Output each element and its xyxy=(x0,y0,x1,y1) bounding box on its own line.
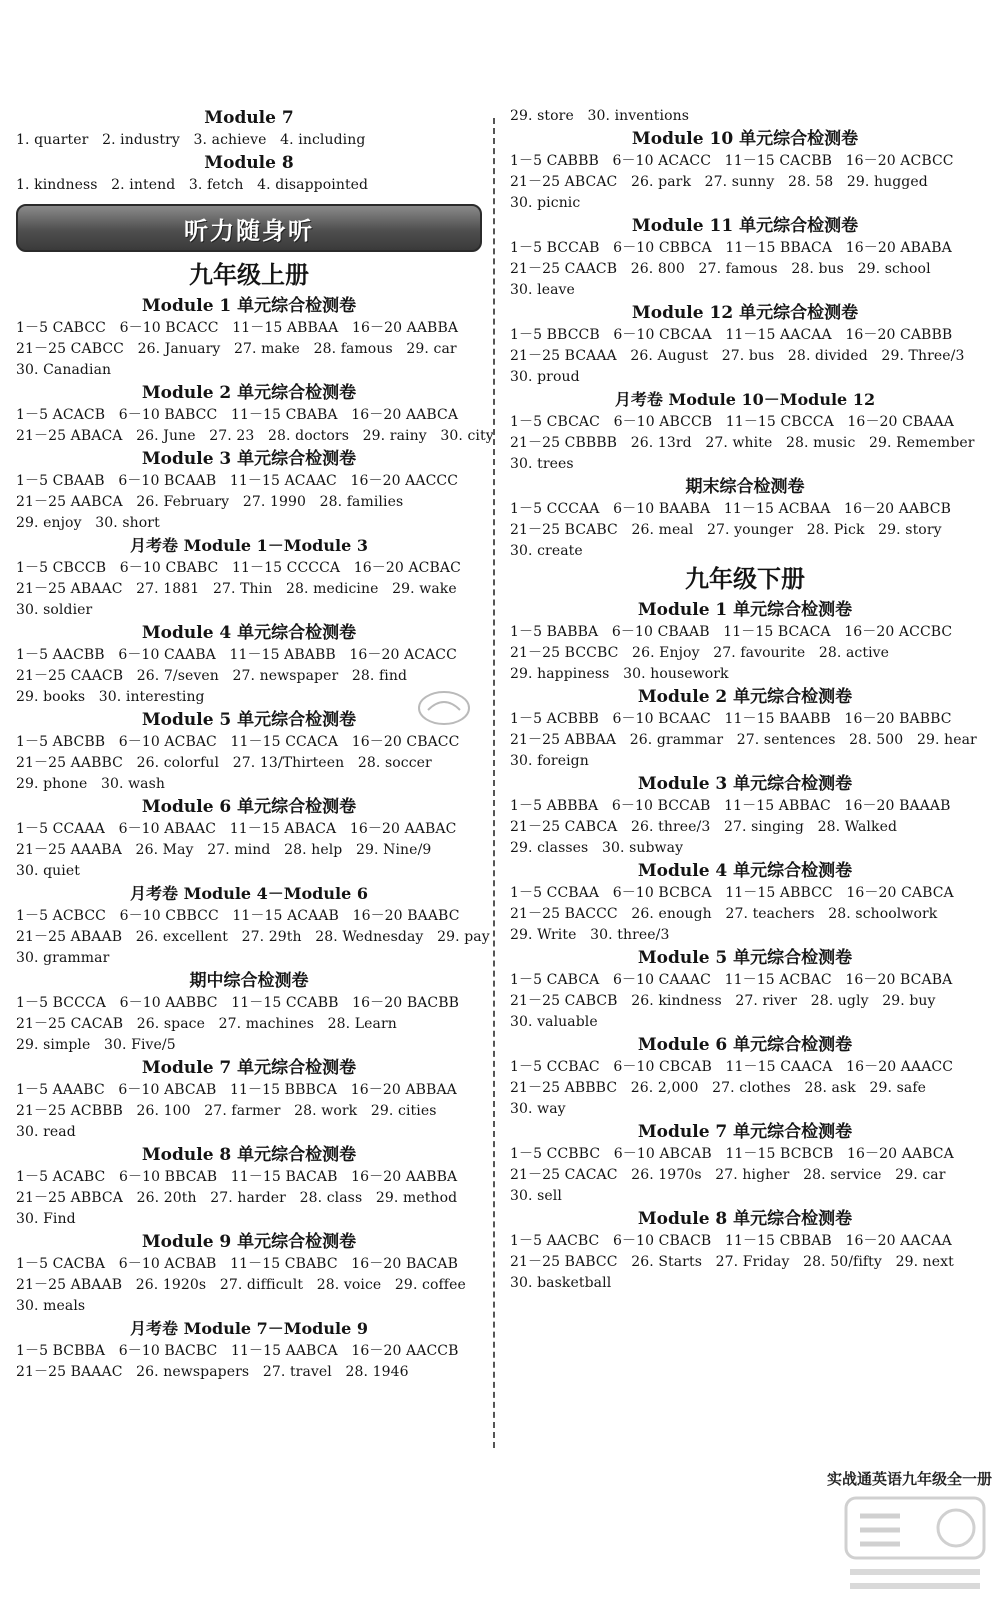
section-title-module-7-module-9: 月考卷 Module 7－Module 9 xyxy=(130,1319,368,1338)
answer-line: 21－25 ABAAB 26. excellent 27. 29th 28. Wednesday 29. pay xyxy=(16,929,490,945)
answer-line: 30. Canadian xyxy=(16,362,112,378)
answer-line: 1－5 ABBBA 6－10 BCCAB 11－15 ABBAC 16－20 BAAAB xyxy=(510,798,951,814)
answer-line: 1－5 CBAAB 6－10 BCAAB 11－15 ACAAC 16－20 AACCC xyxy=(16,473,459,489)
answer-line: 29. simple 30. Five/5 xyxy=(16,1037,176,1053)
answer-line: 1－5 AACBC 6－10 CBACB 11－15 CBBAB 16－20 AACAA xyxy=(510,1233,952,1249)
answer-line: 30. sell xyxy=(510,1188,562,1204)
answer-line: 29. Write 30. three/3 xyxy=(510,927,670,943)
section-title-section: 期末综合检测卷 xyxy=(685,477,805,497)
section-title-module-4: Module 4 单元综合检测卷 xyxy=(141,623,357,643)
answer-line: 21－25 CACAC 26. 1970s 27. higher 28. service 29. car xyxy=(510,1167,946,1183)
answer-line: 21－25 AABCA 26. February 27. 1990 28. families xyxy=(16,494,404,510)
section-title-module-7: Module 7 单元综合检测卷 xyxy=(141,1058,357,1078)
answer-line: 21－25 BACCC 26. enough 27. teachers 28. schoolwork xyxy=(510,906,938,922)
answer-line: 1－5 BCBBA 6－10 BACBC 11－15 AABCA 16－20 AACCB xyxy=(16,1343,459,1359)
answer-line: 1－5 BCCAB 6－10 CBBCA 11－15 BBACA 16－20 ABABA xyxy=(510,240,952,256)
section-banner xyxy=(16,204,482,252)
answer-line: 1－5 CABCA 6－10 CAAAC 11－15 ACBAC 16－20 BCABA xyxy=(510,972,953,988)
section-title-module-10-module-12: 月考卷 Module 10－Module 12 xyxy=(614,390,876,409)
answer-line: 21－25 ACBBB 26. 100 27. farmer 28. work 29. cities xyxy=(16,1103,437,1119)
answer-line: 21－25 CAACB 26. 800 27. famous 28. bus 29. school xyxy=(510,261,931,277)
answer-line: 21－25 CBBBB 26. 13rd 27. white 28. music 29. Remember xyxy=(510,435,975,451)
section-title-module-2: Module 2 单元综合检测卷 xyxy=(637,687,853,707)
answer-line: 21－25 BCAAA 26. August 27. bus 28. divided 29. Three/3 xyxy=(510,348,965,364)
answer-line: 1－5 ABCBB 6－10 ACBAC 11－15 CCACA 16－20 CBACC xyxy=(16,734,460,750)
answer-line: 30. basketball xyxy=(510,1275,612,1291)
answer-line: 21－25 CAACB 26. 7/seven 27. newspaper 28. find xyxy=(16,668,408,684)
section-title-module-8: Module 8 xyxy=(204,153,294,173)
answer-line: 21－25 CACAB 26. space 27. machines 28. Learn xyxy=(16,1016,397,1032)
answer-line: 21－25 BAAAC 26. newspapers 27. travel 28. 1946 xyxy=(16,1364,409,1380)
answer-line: 30. create xyxy=(510,543,583,559)
answer-line: 30. foreign xyxy=(510,753,589,769)
answer-line: 1－5 CCBBC 6－10 ABCAB 11－15 BCBCB 16－20 AABCA xyxy=(510,1146,954,1162)
grade-heading: 九年级上册 xyxy=(189,261,309,289)
answer-line: 30. quiet xyxy=(16,863,80,879)
answer-line: 1－5 ACACB 6－10 BABCC 11－15 CBABA 16－20 AABCA xyxy=(16,407,459,423)
section-title-module-8: Module 8 单元综合检测卷 xyxy=(141,1145,357,1165)
answer-line: 21－25 ABAAC 27. 1881 27. Thin 28. medicine 29. wake xyxy=(16,581,457,597)
answer-line: 30. meals xyxy=(16,1298,86,1314)
section-title-module-3: Module 3 单元综合检测卷 xyxy=(637,774,853,794)
right-column xyxy=(510,106,980,1294)
left-column xyxy=(16,106,494,1383)
answer-line: 30. trees xyxy=(510,456,574,472)
answer-line: 21－25 ABBBC 26. 2,000 27. clothes 28. ask 29. safe xyxy=(510,1080,927,1096)
answer-line: 1－5 ACBBB 6－10 BCAAC 11－15 BAABB 16－20 BABBC xyxy=(510,711,952,727)
grade-heading: 九年级下册 xyxy=(685,565,805,593)
answer-line: 29. store 30. inventions xyxy=(510,108,690,124)
answer-line: 21－25 BCABC 26. meal 27. younger 28. Pick 29. story xyxy=(510,522,942,538)
answer-line: 1－5 CBCCB 6－10 CBABC 11－15 CCCCA 16－20 ACBAC xyxy=(16,560,461,576)
section-title-module-6: Module 6 单元综合检测卷 xyxy=(141,797,357,817)
watermark-logo xyxy=(840,1490,990,1598)
answer-line: 21－25 ABAAB 26. 1920s 27. difficult 28. voice 29. coffee xyxy=(16,1277,466,1293)
answer-line: 1－5 CCBAA 6－10 BCBCA 11－15 ABBCC 16－20 CABCA xyxy=(510,885,954,901)
answer-line: 1－5 CCCAA 6－10 BAABA 11－15 ACBAA 16－20 AABCB xyxy=(510,501,952,517)
answer-line: 30. way xyxy=(510,1101,566,1117)
answer-line: 30. soldier xyxy=(16,602,93,618)
answer-line: 21－25 AAABA 26. May 27. mind 28. help 29. Nine/9 xyxy=(16,842,432,858)
section-title-module-1-module-3: 月考卷 Module 1－Module 3 xyxy=(130,536,368,555)
section-title-module-3: Module 3 单元综合检测卷 xyxy=(141,449,357,469)
answer-line: 21－25 CABCB 26. kindness 27. river 28. ugly 29. buy xyxy=(510,993,936,1009)
answer-line: 1－5 CCBAC 6－10 CBCAB 11－15 CAACA 16－20 AAACC xyxy=(510,1059,954,1075)
answer-line: 21－25 ABBAA 26. grammar 27. sentences 28. 500 29. hear xyxy=(510,732,977,748)
answer-line: 30. leave xyxy=(510,282,575,298)
column-divider xyxy=(493,118,495,1448)
answer-line: 1－5 BCCCA 6－10 AABBC 11－15 CCABB 16－20 BACBB xyxy=(16,995,460,1011)
answer-line: 1－5 ACABC 6－10 BBCAB 11－15 BACAB 16－20 AABBA xyxy=(16,1169,458,1185)
answer-line: 21－25 BABCC 26. Starts 27. Friday 28. 50/fifty 29. next xyxy=(510,1254,954,1270)
section-title-module-7: Module 7 单元综合检测卷 xyxy=(637,1122,853,1142)
section-title-module-1: Module 1 单元综合检测卷 xyxy=(637,600,853,620)
answer-line: 1. kindness 2. intend 3. fetch 4. disappointed xyxy=(16,177,369,193)
section-title-module-11: Module 11 单元综合检测卷 xyxy=(631,216,859,236)
section-title-module-9: Module 9 单元综合检测卷 xyxy=(141,1232,357,1252)
section-title-module-5: Module 5 单元综合检测卷 xyxy=(141,710,357,730)
answer-line: 29. enjoy 30. short xyxy=(16,515,160,531)
answer-line: 21－25 CABCA 26. three/3 27. singing 28. Walked xyxy=(510,819,898,835)
answer-line: 30. proud xyxy=(510,369,580,385)
section-title-module-10: Module 10 单元综合检测卷 xyxy=(631,129,859,149)
answer-line: 1. quarter 2. industry 3. achieve 4. including xyxy=(16,132,366,148)
answer-line: 21－25 ABACA 26. June 27. 23 28. doctors 29. rainy 30. city xyxy=(16,428,494,444)
answer-line: 1－5 CCAAA 6－10 ABAAC 11－15 ABACA 16－20 AABAC xyxy=(16,821,457,837)
footer-book-title: 实战通英语九年级全一册 xyxy=(826,1470,992,1488)
stamp-logo xyxy=(416,688,472,728)
answer-line: 29. books 30. interesting xyxy=(16,689,205,705)
answer-line: 1－5 CBCAC 6－10 ABCCB 11－15 CBCCA 16－20 CBAAA xyxy=(510,414,954,430)
banner-label: 听力随身听 xyxy=(184,216,314,245)
section-title-module-8: Module 8 单元综合检测卷 xyxy=(637,1209,853,1229)
answer-line: 1－5 BBCCB 6－10 CBCAA 11－15 AACAA 16－20 CABBB xyxy=(510,327,953,343)
answer-line: 21－25 AABBC 26. colorful 27. 13/Thirteen 28. soccer xyxy=(16,755,432,771)
answer-line: 29. happiness 30. housework xyxy=(510,666,729,682)
section-title-module-4: Module 4 单元综合检测卷 xyxy=(637,861,853,881)
section-title-module-6: Module 6 单元综合检测卷 xyxy=(637,1035,853,1055)
answer-line: 1－5 CABBB 6－10 ACACC 11－15 CACBB 16－20 ACBCC xyxy=(510,153,954,169)
answer-line: 30. grammar xyxy=(16,950,110,966)
section-title-section: 期中综合检测卷 xyxy=(189,971,309,991)
answer-line: 30. valuable xyxy=(510,1014,598,1030)
answer-line: 29. phone 30. wash xyxy=(16,776,166,792)
answer-line: 30. read xyxy=(16,1124,76,1140)
section-title-module-4-module-6: 月考卷 Module 4－Module 6 xyxy=(130,884,368,903)
answer-line: 21－25 BCCBC 26. Enjoy 27. favourite 28. active xyxy=(510,645,890,661)
answer-line: 29. classes 30. subway xyxy=(510,840,684,856)
answer-line: 1－5 AAABC 6－10 ABCAB 11－15 BBBCA 16－20 ABBAA xyxy=(16,1082,457,1098)
section-title-module-1: Module 1 单元综合检测卷 xyxy=(141,296,357,316)
answer-line: 1－5 BABBA 6－10 CBAAB 11－15 BCACA 16－20 ACCBC xyxy=(510,624,953,640)
answer-line: 1－5 AACBB 6－10 CAABA 11－15 ABABB 16－20 ACACC xyxy=(16,647,457,663)
section-title-module-7: Module 7 xyxy=(204,108,294,128)
answer-line: 1－5 ACBCC 6－10 CBBCC 11－15 ACAAB 16－20 BAABC xyxy=(16,908,460,924)
answer-line: 30. picnic xyxy=(510,195,581,211)
answer-line: 21－25 ABBCA 26. 20th 27. harder 28. class 29. method xyxy=(16,1190,458,1206)
answer-line: 30. Find xyxy=(16,1211,76,1227)
answer-line: 1－5 CACBA 6－10 ACBAB 11－15 CBABC 16－20 BACAB xyxy=(16,1256,458,1272)
answer-line: 1－5 CABCC 6－10 BCACC 11－15 ABBAA 16－20 AABBA xyxy=(16,320,459,336)
section-title-module-5: Module 5 单元综合检测卷 xyxy=(637,948,853,968)
answer-line: 21－25 CABCC 26. January 27. make 28. famous 29. car xyxy=(16,341,457,357)
section-title-module-12: Module 12 单元综合检测卷 xyxy=(631,303,859,323)
answer-line: 21－25 ABCAC 26. park 27. sunny 28. 58 29. hugged xyxy=(510,174,928,190)
section-title-module-2: Module 2 单元综合检测卷 xyxy=(141,383,357,403)
